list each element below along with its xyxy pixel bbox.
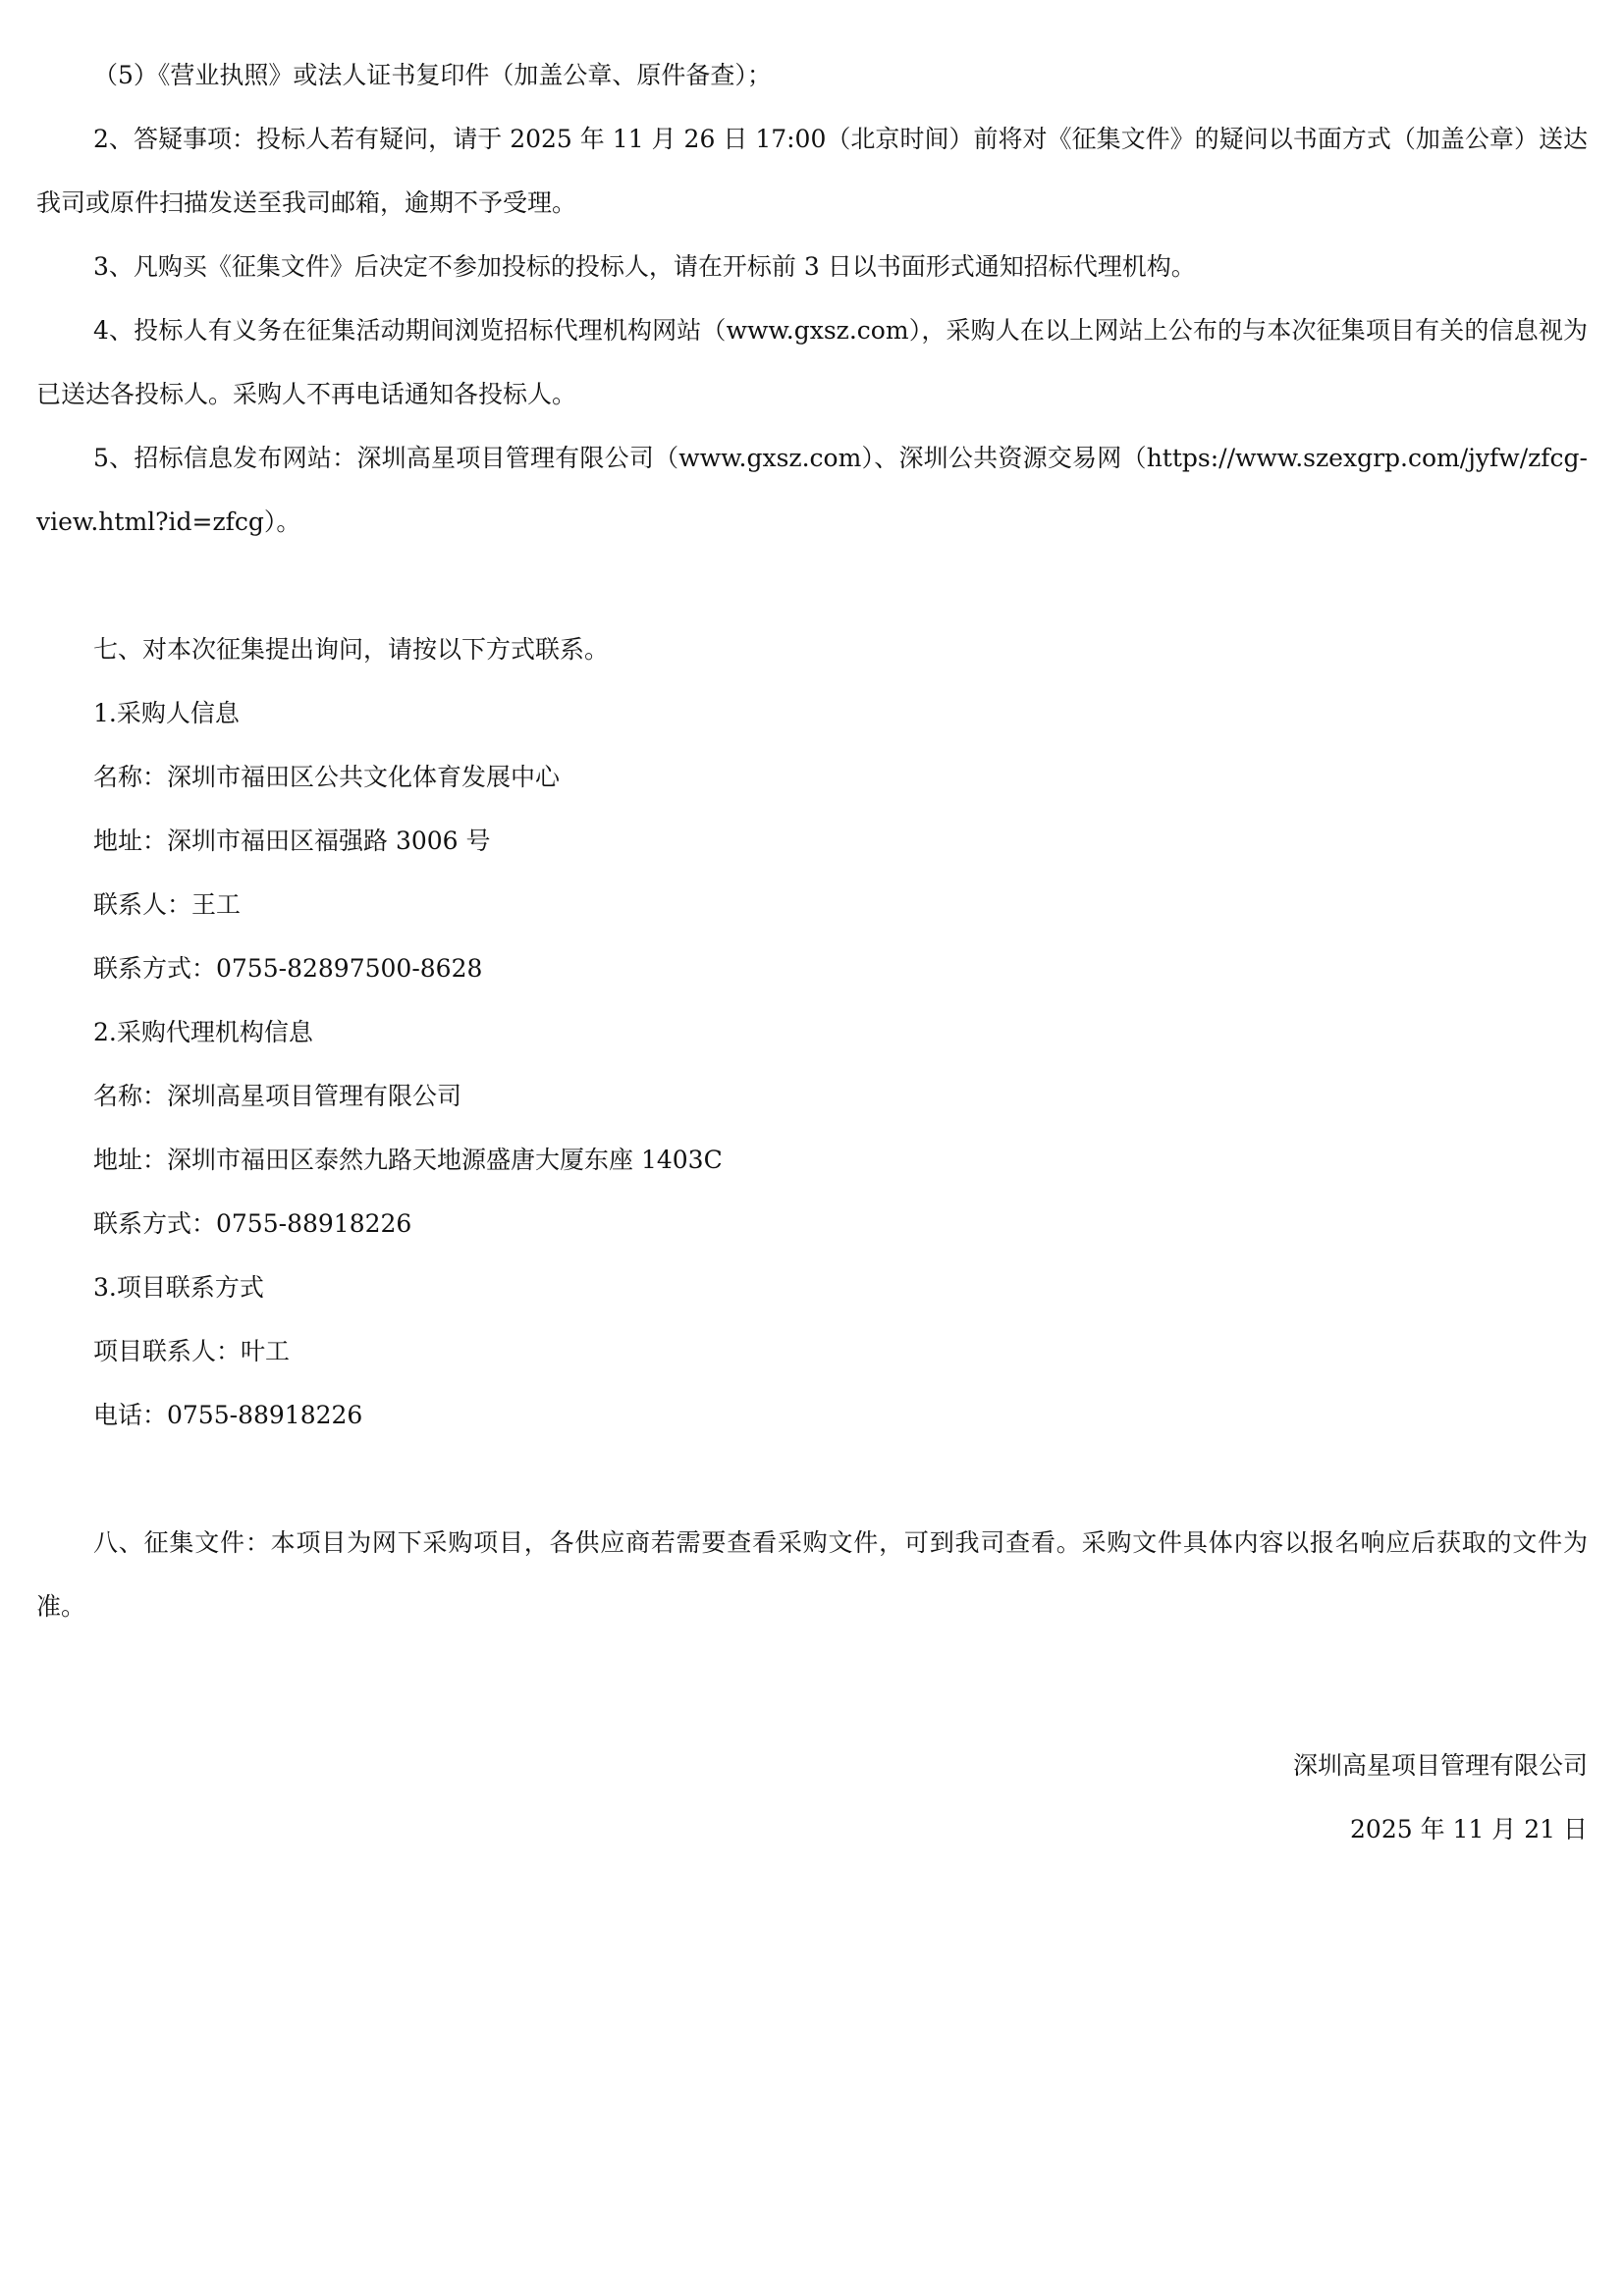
signature-company: 深圳高星项目管理有限公司 <box>1292 1751 1588 1780</box>
project-contact-person: 项目联系人：叶工 <box>93 1337 291 1365</box>
spacer <box>36 554 1588 617</box>
signature-date: 2025 年 11 月 21 日 <box>1350 1815 1588 1843</box>
purchaser-phone: 联系方式：0755-82897500-8628 <box>93 954 483 983</box>
section8-text: 八、征集文件：本项目为网下采购项目，各供应商若需要查看采购文件，可到我司查看。采购文件具体内容以报名响应后获取的文件为准。 <box>36 1528 1588 1621</box>
item-business-license: （5）《营业执照》或法人证书复印件（加盖公章、原件备查）； <box>93 61 772 89</box>
item-withdraw-notice: 3、凡购买《征集文件》后决定不参加投标的投标人，请在开标前 3 日以书面形式通知招标代理机构。 <box>93 252 1196 281</box>
project-phone: 电话：0755-88918226 <box>93 1401 363 1429</box>
purchaser-address: 地址：深圳市福田区福强路 3006 号 <box>93 827 491 855</box>
purchaser-contact: 联系人：王工 <box>93 890 242 919</box>
agency-phone: 联系方式：0755-88918226 <box>93 1209 412 1238</box>
signature-block <box>1293 1734 1588 1861</box>
agency-title: 2.采购代理机构信息 <box>93 1018 313 1046</box>
section7-heading: 七、对本次征集提出询问，请按以下方式联系。 <box>93 635 610 664</box>
agency-name: 名称：深圳高星项目管理有限公司 <box>93 1082 462 1110</box>
project-contact-title: 3.项目联系方式 <box>93 1273 264 1302</box>
item-publish-sites: 5、招标信息发布网站：深圳高星项目管理有限公司（www.gxsz.com）、深圳公共资源交易网（https://www.szexgrp.com/jyfw/zfcg-view.html?id=zfcg）。 <box>36 444 1588 536</box>
item-website-duty: 4、投标人有义务在征集活动期间浏览招标代理机构网站（www.gxsz.com），采购人在以上网站上公布的与本次征集项目有关的信息视为已送达各投标人。采购人不再电话通知各投标人。 <box>36 316 1588 408</box>
spacer <box>36 1447 1588 1511</box>
item-qa: 2、答疑事项：投标人若有疑问，请于 2025 年 11 月 26 日 17:00（北京时间）前将对《征集文件》的疑问以书面方式（加盖公章）送达我司或原件扫描发送至我司邮箱，逾期不予受理。 <box>36 125 1588 217</box>
agency-address: 地址：深圳市福田区泰然九路天地源盛唐大厦东座 1403C <box>93 1146 723 1174</box>
document-body <box>36 43 1588 1638</box>
purchaser-name: 名称：深圳市福田区公共文化体育发展中心 <box>93 763 561 791</box>
purchaser-title: 1.采购人信息 <box>93 699 240 727</box>
